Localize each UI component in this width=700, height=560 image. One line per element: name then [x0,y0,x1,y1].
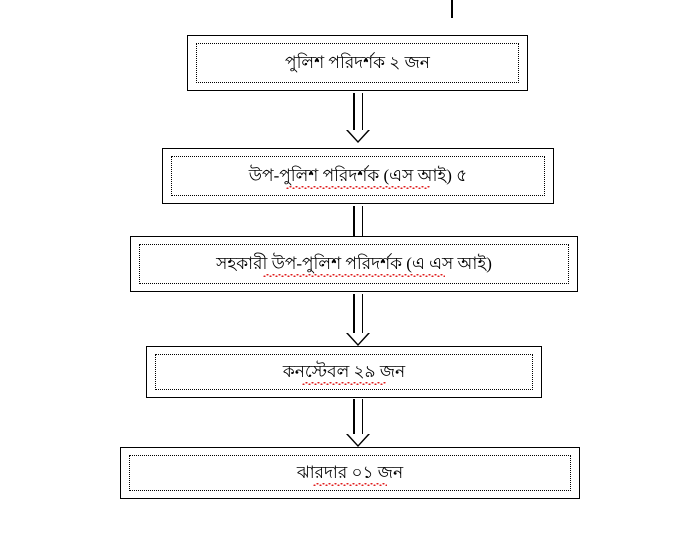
connector-arrow-4 [346,399,370,447]
org-node-inner-border [139,244,569,284]
org-node-inner-border [196,43,519,83]
org-node-police-inspector[interactable] [187,35,528,91]
arrow-shaft-left [353,93,355,130]
arrow-shaft-left [353,399,355,434]
arrow-shaft-left [353,294,355,333]
connector-arrow-1 [346,93,370,143]
org-node-label: কনস্টেবল ২৯ জন [279,362,409,382]
org-node-constable[interactable] [146,346,542,398]
org-node-sweeper[interactable] [120,447,580,499]
org-node-inner-border [155,354,533,390]
connector-top-line [451,0,453,18]
connector-arrow-3 [346,294,370,346]
org-node-inner-border [129,455,571,491]
arrow-head-fill [348,434,368,445]
org-node-label: পুলিশ পরিদর্শক ২ জন [285,52,430,72]
arrow-shaft-right [362,93,364,130]
org-node-label: ঝারদার ০১ জন [293,463,407,483]
arrow-head-fill [348,130,368,141]
org-node-inner-border [171,156,545,196]
org-node-label: উপ-পুলিশ পরিদর্শক (এস আই) ৫ [245,166,471,186]
arrow-head-fill [348,333,368,344]
org-node-assistant-sub-inspector[interactable] [130,236,578,292]
arrow-shaft-right [362,206,364,236]
arrow-shaft-right [362,294,364,333]
org-node-label: সহকারী উপ-পুলিশ পরিদর্শক (এ এস আই) [212,254,496,274]
org-node-sub-inspector[interactable] [162,148,554,204]
arrow-shaft-left [353,206,355,236]
arrow-shaft-right [362,399,364,434]
